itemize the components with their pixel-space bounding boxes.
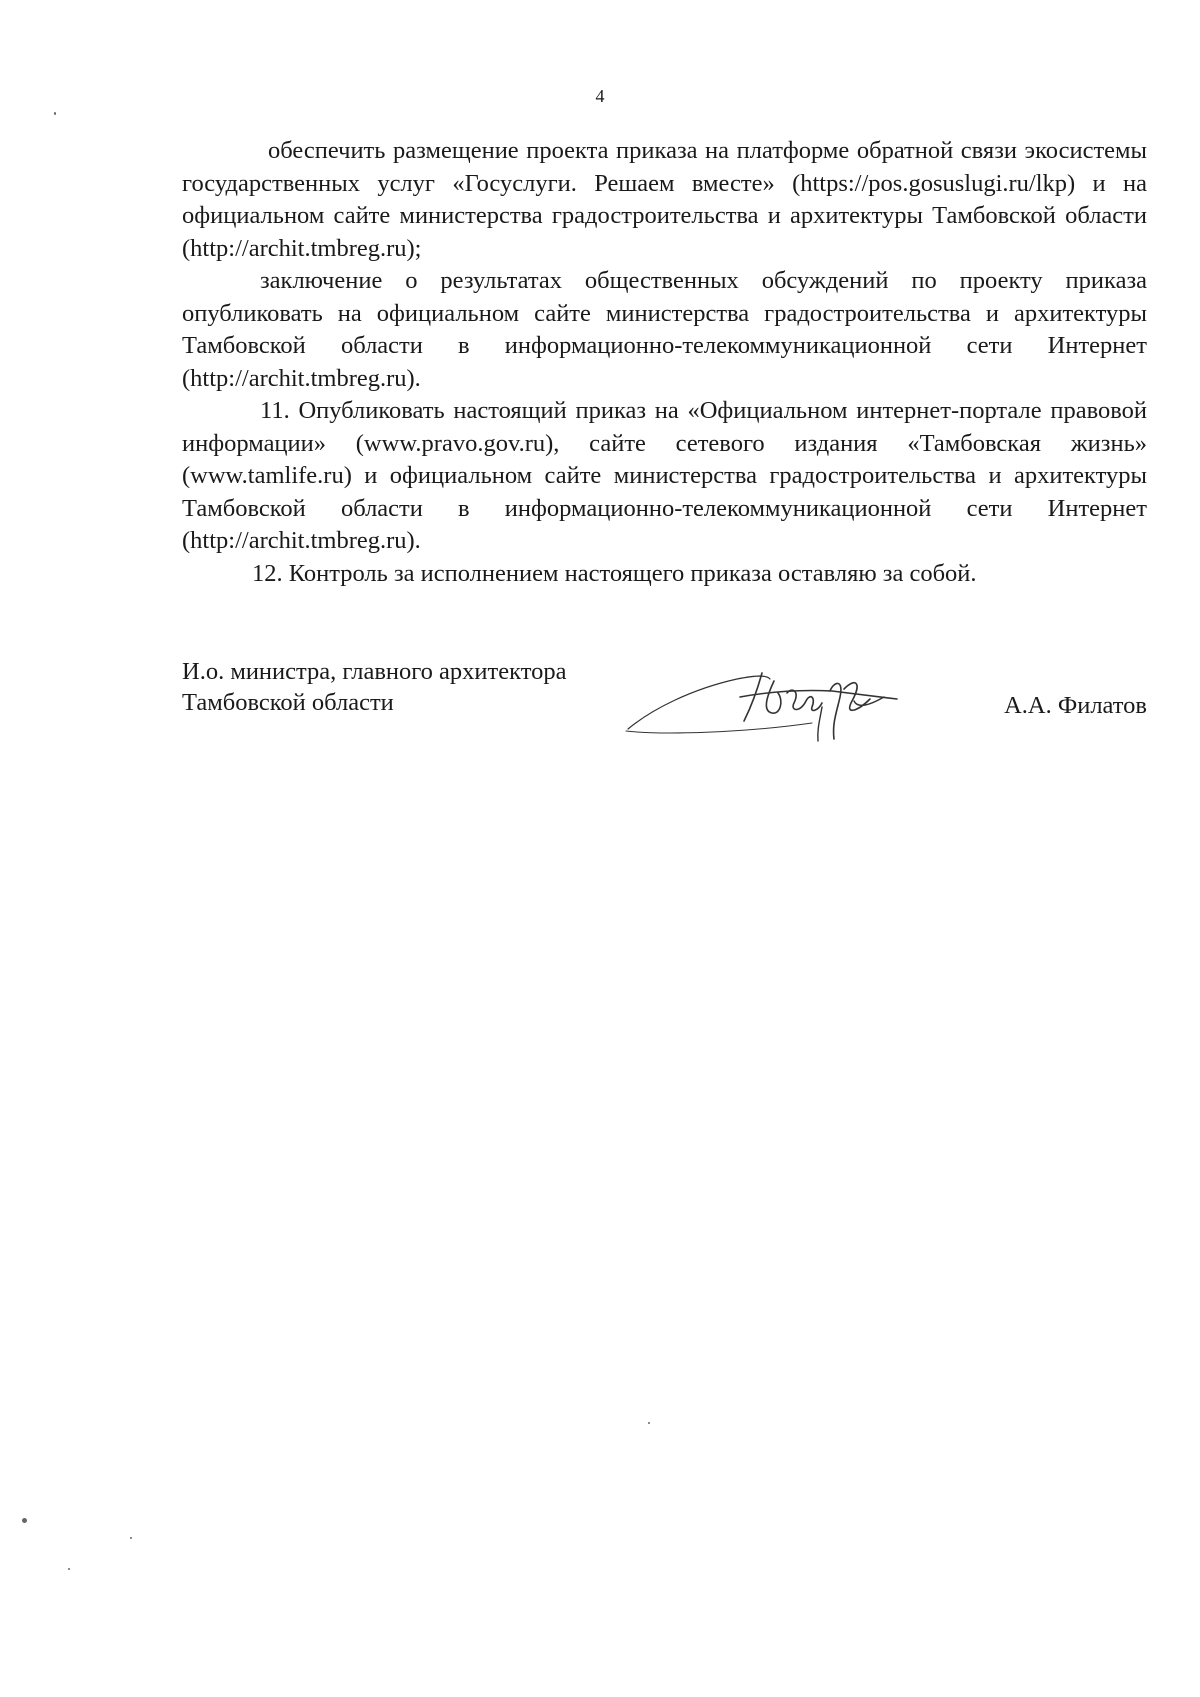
- signature-block: [182, 656, 1147, 756]
- paragraph-item-11: 11. Опубликовать настоящий приказ на «Официальном интернет-портале правовой информации» (www.pravo.gov.ru), сайте сетевого издания «Тамбовская жизнь» (www.tamlife.ru) и официальном сайте министерства градостроительства и архитектуры Тамбовской области в информационно-телекоммуникационной сети Интернет (http://archit.tmbreg.ru).: [182, 397, 1147, 554]
- signer-title: [182, 656, 566, 718]
- signer-title-line-2: Тамбовской области: [182, 689, 394, 716]
- signer-title-line-1: И.о. министра, главного архитектора: [182, 658, 567, 685]
- scan-speck: [648, 1422, 650, 1424]
- scan-speck: [130, 1537, 132, 1539]
- paragraph-discussion-conclusion: заключение о результатах общественных обсуждений по проекту приказа опубликовать на официальном сайте министерства градостроительства и архитектуры Тамбовской области в информационно-телекоммуникационной сети Интернет (http://archit.tmbreg.ru).: [182, 267, 1147, 392]
- paragraph-publication-platform: обеспечить размещение проекта приказа на платформе обратной связи экосистемы государственных услуг «Госуслуги. Решаем вместе» (https://pos.gosuslugi.ru/lkp) и на официальном сайте министерства градостроительства и архитектуры Тамбовской области (http://archit.tmbreg.ru);: [182, 137, 1147, 262]
- page-number: 4: [595, 86, 605, 106]
- document-body: [182, 135, 1147, 590]
- paragraph-item-12: 12. Контроль за исполнением настоящего приказа оставляю за собой.: [252, 559, 977, 587]
- signer-name: А.А. Филатов: [1004, 692, 1147, 719]
- scan-speck: [22, 1518, 27, 1523]
- scan-speck: [54, 112, 56, 115]
- handwritten-signature: [622, 661, 922, 746]
- scan-speck: [68, 1568, 70, 1570]
